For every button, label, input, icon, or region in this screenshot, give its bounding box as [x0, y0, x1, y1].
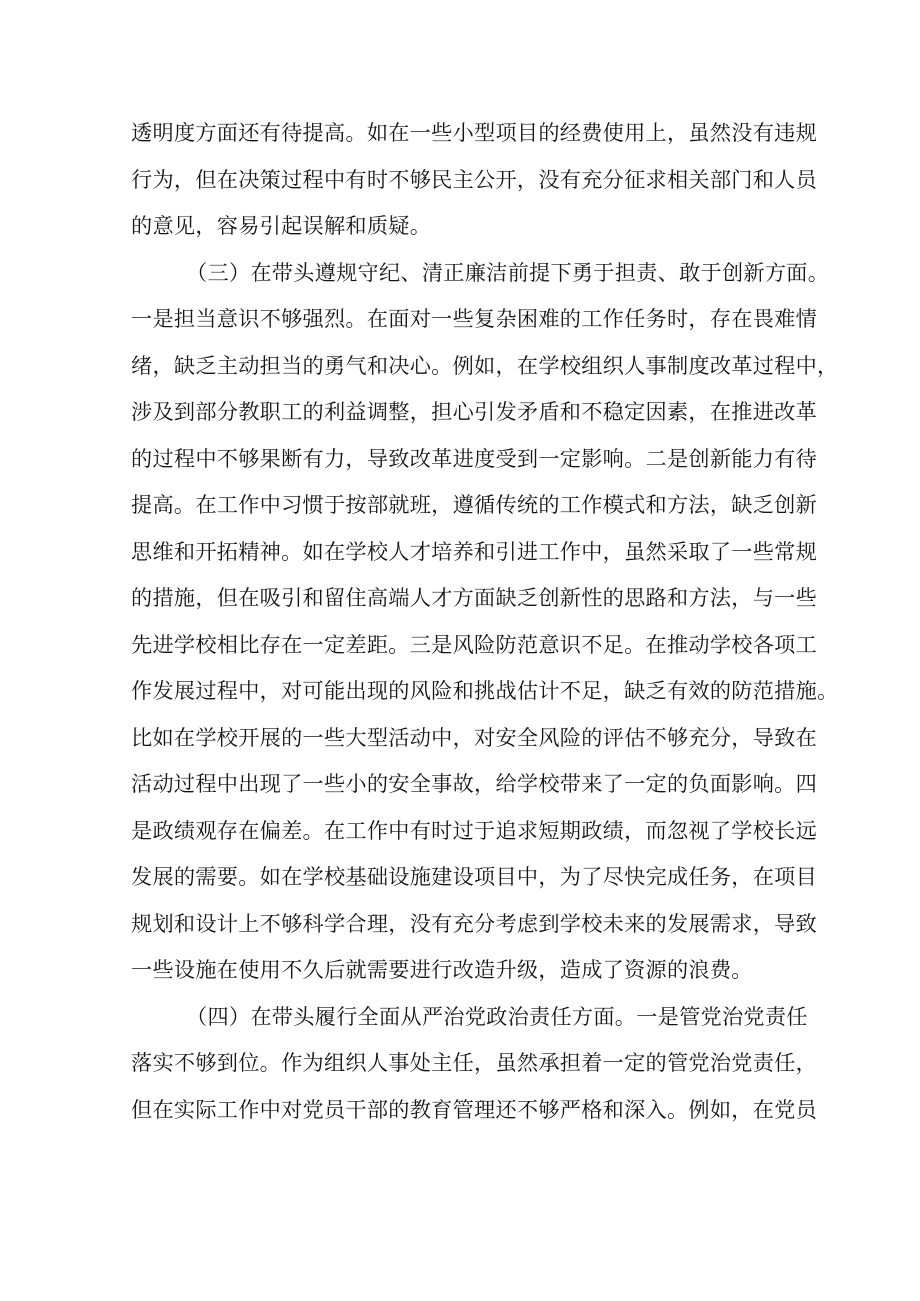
- text-line: 是政绩观存在偏差。在工作中有时过于追求短期政绩，而忽视了学校长远: [131, 817, 818, 843]
- text-line: 先进学校相比存在一定差距。三是风险防范意识不足。在推动学校各项工: [131, 631, 818, 657]
- text-line: 活动过程中出现了一些小的安全事故，给学校带来了一定的负面影响。四: [131, 771, 818, 796]
- text-line: 涉及到部分教职工的利益调整，担心引发矛盾和不稳定因素，在推进改革: [131, 399, 818, 424]
- text-line: 透明度方面还有待提高。如在一些小型项目的经费使用上，虽然没有违规: [131, 120, 818, 145]
- text-line: 一是担当意识不够强烈。在面对一些复杂困难的工作任务时，存在畏难情: [131, 306, 818, 331]
- body-text: [131, 110, 839, 1133]
- section-heading-line: （四）在带头履行全面从严治党政治责任方面。一是管党治党责任: [186, 1003, 808, 1029]
- text-line: 的措施，但在吸引和留住高端人才方面缺乏创新性的思路和方法，与一些: [131, 585, 818, 610]
- text-line: 思维和开拓精神。如在学校人才培养和引进工作中，虽然采取了一些常规: [131, 538, 818, 564]
- text-line: 的过程中不够果断有力，导致改革进度受到一定影响。二是创新能力有待: [131, 445, 818, 471]
- text-line: 作发展过程中，对可能出现的风险和挑战估计不足，缺乏有效的防范措施。: [131, 678, 839, 703]
- text-line: 规划和设计上不够科学合理，没有充分考虑到学校未来的发展需求，导致: [131, 910, 818, 936]
- section-heading-line: （三）在带头遵规守纪、清正廉洁前提下勇于担责、敢于创新方面。: [186, 259, 830, 285]
- text-line: 绪，缺乏主动担当的勇气和决心。例如，在学校组织人事制度改革过程中，: [131, 352, 839, 378]
- text-line: 一些设施在使用不久后就需要进行改造升级，造成了资源的浪费。: [131, 957, 753, 982]
- text-line: 的意见，容易引起误解和质疑。: [131, 213, 432, 238]
- text-line: 落实不够到位。作为组织人事处主任，虽然承担着一定的管党治党责任，: [131, 1050, 818, 1075]
- text-line: 发展的需要。如在学校基础设施建设项目中，为了尽快完成任务，在项目: [131, 864, 818, 889]
- text-line: 行为，但在决策过程中有时不够民主公开，没有充分征求相关部门和人员: [131, 166, 818, 192]
- text-line: 比如在学校开展的一些大型活动中，对安全风险的评估不够充分，导致在: [131, 724, 818, 750]
- text-line: 但在实际工作中对党员干部的教育管理还不够严格和深入。例如，在党员: [131, 1096, 818, 1122]
- text-line: 提高。在工作中习惯于按部就班，遵循传统的工作模式和方法，缺乏创新: [131, 492, 818, 517]
